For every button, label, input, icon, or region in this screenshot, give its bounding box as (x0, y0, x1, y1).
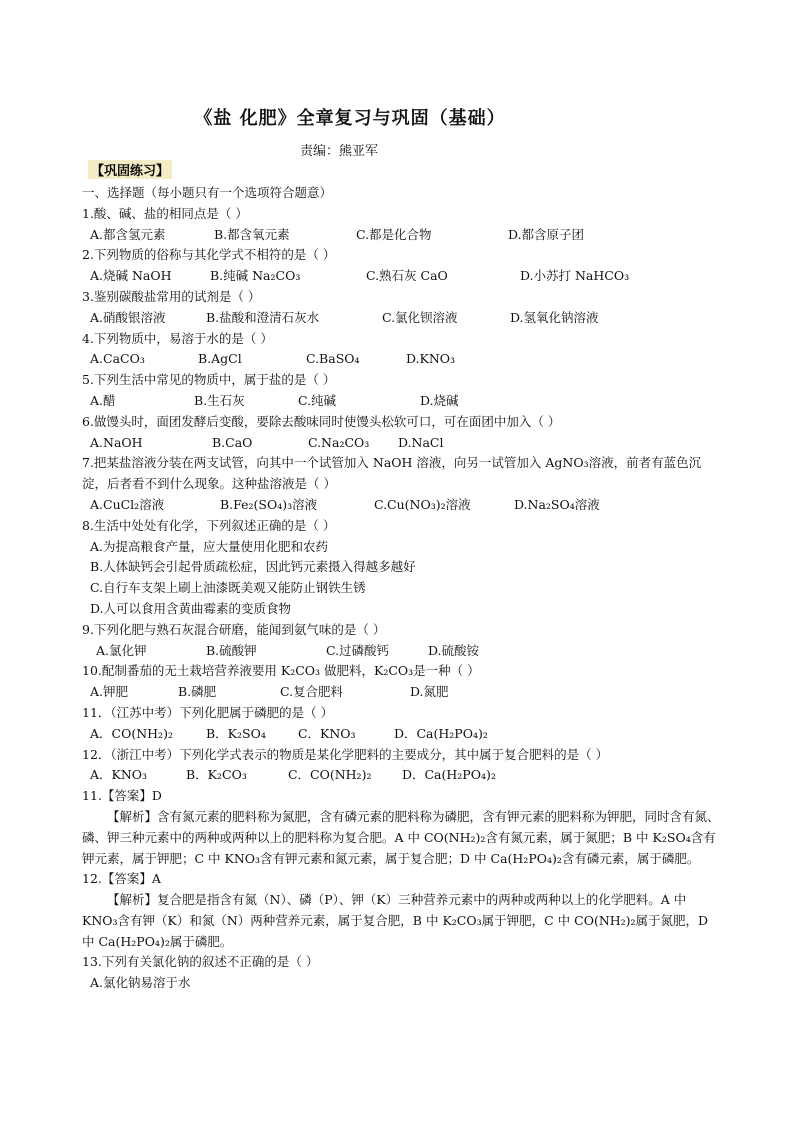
option: A．CO(NH₂)₂ (90, 725, 173, 741)
answer-label: 12.【答案】A (82, 871, 161, 887)
option-row (82, 225, 722, 246)
question-stem: 3.鉴别碳酸盐常用的试剂是（ ） (82, 288, 261, 304)
option: D.Na₂SO₄溶液 (513, 496, 600, 512)
option: B.纯碱 Na₂CO₃ (209, 268, 301, 284)
option: A.钾肥 (90, 684, 129, 700)
option: D.硫酸铵 (427, 642, 480, 658)
option: C.熟石灰 CaO (365, 268, 448, 284)
answer-label: 11.【答案】D (82, 788, 162, 804)
option: C.Na₂CO₃ (307, 434, 370, 450)
option: B.Fe₂(SO₄)₃溶液 (219, 496, 318, 512)
option-row (82, 495, 722, 516)
question-stem: 4.下列物质中，易溶于水的是（ ） (82, 330, 273, 346)
option: B.AgCl (197, 351, 242, 367)
option: D.氮肥 (409, 684, 449, 700)
question-stem: 5.下列生活中常见的物质中，属于盐的是（ ） (82, 372, 336, 388)
option-row (82, 682, 722, 703)
option: A.CaCO₃ (90, 351, 145, 367)
option: D．Ca(H₂PO₄)₂ (401, 767, 496, 783)
answer-analysis: 【解析】复合肥是指含有氮（N）、磷（P）、钾（K）三种营养元素中的两种或两种以上的化学肥料。A 中 KNO₃含有钾（K）和氮（N）两种营养元素，属于复合肥，B 中 K₂CO₃属于钾肥，C 中 CO(NH₂)₂属于氮肥，D 中 Ca(H₂PO₄)₂属于磷肥。 (82, 892, 709, 949)
option: C.过磷酸钙 (325, 642, 390, 658)
option: A.氯化钾 (96, 642, 147, 658)
question-stem: 9.下列化肥与熟石灰混合研磨，能闻到氨气味的是（ ） (82, 621, 386, 637)
option-row (82, 724, 722, 745)
question-stem: 7.把某盐溶液分装在两支试管，向其中一个试管加入 NaOH 溶液，向另一试管加入 AgNO₃溶液，前者有蓝色沉淀，后者看不到什么现象。这种盐溶液是（ ） (82, 455, 702, 492)
option: C.BaSO₄ (305, 351, 360, 367)
option-row (82, 308, 722, 329)
option: C.自行车支架上刷上油漆既美观又能防止钢铁生锈 (90, 580, 366, 596)
option-row (82, 433, 722, 454)
option: B.都含氧元素 (213, 226, 290, 242)
option: C.纯碱 (297, 392, 337, 408)
option-row (82, 349, 722, 370)
option: A.硝酸银溶液 (90, 309, 166, 325)
question-stem: 2.下列物质的俗称与其化学式不相符的是（ ） (82, 247, 336, 263)
question-stem: 6.做馒头时，面团发酵后变酸，要除去酸味同时使馒头松软可口，可在面团中加入（ ） (82, 413, 561, 429)
document-title: 《盐 化肥》全章复习与巩固（基础） (194, 108, 506, 129)
option: D.人可以食用含黄曲霉素的变质食物 (90, 600, 292, 616)
option: A.NaOH (90, 434, 143, 450)
option-row (82, 641, 722, 662)
option: C.都是化合物 (355, 226, 432, 242)
option-row (82, 266, 722, 287)
option: B.硫酸钾 (205, 642, 257, 658)
option: B.生石灰 (193, 392, 245, 408)
option: B.CaO (211, 434, 253, 450)
option: C．KNO₃ (297, 725, 356, 741)
option: C.Cu(NO₃)₂溶液 (373, 496, 471, 512)
option: A.烧碱 NaOH (90, 268, 172, 284)
question-stem: 10.配制番茄的无土栽培营养液要用 K₂CO₃ 做肥料，K₂CO₃是一种（ ） (82, 663, 480, 679)
option: B.人体缺钙会引起骨质疏松症，因此钙元素摄入得越多越好 (90, 559, 416, 575)
option: D.小苏打 NaHCO₃ (519, 268, 630, 284)
question-stem: 12．（浙江中考）下列化学式表示的物质是某化学肥料的主要成分，其中属于复合肥料的是（ ） (82, 746, 609, 762)
option: C.氯化钡溶液 (381, 309, 458, 325)
option-row (82, 765, 722, 786)
option: A．KNO₃ (90, 767, 148, 783)
question-stem: 8.生活中处处有化学，下列叙述正确的是（ ） (82, 517, 336, 533)
option: B.磷肥 (177, 684, 217, 700)
editor-credit: 责编：熊亚军 (300, 144, 379, 159)
option: D.都含原子团 (507, 226, 585, 242)
option: A.为提高粮食产量，应大量使用化肥和农药 (90, 538, 329, 554)
option: B．K₂SO₄ (205, 725, 266, 741)
option: A.醋 (90, 392, 116, 408)
answer-analysis: 【解析】含有氮元素的肥料称为氮肥，含有磷元素的肥料称为磷肥，含有钾元素的肥料称为钾肥，同时含有氮、磷、钾三种元素中的两种或两种以上的肥料称为复合肥。A 中 CO(NH₂)₂含有氮元素，属于氮肥；B 中 K₂SO₄含有钾元素，属于钾肥；C 中 KNO₃含有钾元素和氮元素，属于复合肥；D 中 Ca(H₂PO₄)₂含有磷元素，属于磷肥。 (82, 808, 720, 866)
option: D.KNO₃ (405, 351, 456, 367)
option: B.盐酸和澄清石灰水 (205, 309, 320, 325)
option: D.氢氧化钠溶液 (509, 309, 599, 325)
option: D.NaCl (397, 434, 444, 450)
option: A.CuCl₂溶液 (90, 496, 165, 512)
document-body (82, 183, 722, 994)
question-stem: 1.酸、碱、盐的相同点是（ ） (82, 205, 248, 221)
option: A.氯化钠易溶于水 (90, 975, 191, 991)
option: C.复合肥料 (279, 684, 344, 700)
option-row (82, 391, 722, 412)
option: C．CO(NH₂)₂ (287, 767, 372, 783)
option: A.都含氢元素 (90, 226, 166, 242)
question-stem: 13.下列有关氯化钠的叙述不正确的是（ ） (82, 954, 319, 970)
option: B．K₂CO₃ (185, 767, 247, 783)
section-label: 【巩固练习】 (88, 160, 172, 179)
option: D.烧碱 (419, 392, 459, 408)
part-heading: 一、选择题（每小题只有一个选项符合题意） (82, 185, 333, 200)
option: D．Ca(H₂PO₄)₂ (393, 725, 488, 741)
question-stem: 11．（江苏中考）下列化肥属于磷肥的是（ ） (82, 704, 334, 720)
